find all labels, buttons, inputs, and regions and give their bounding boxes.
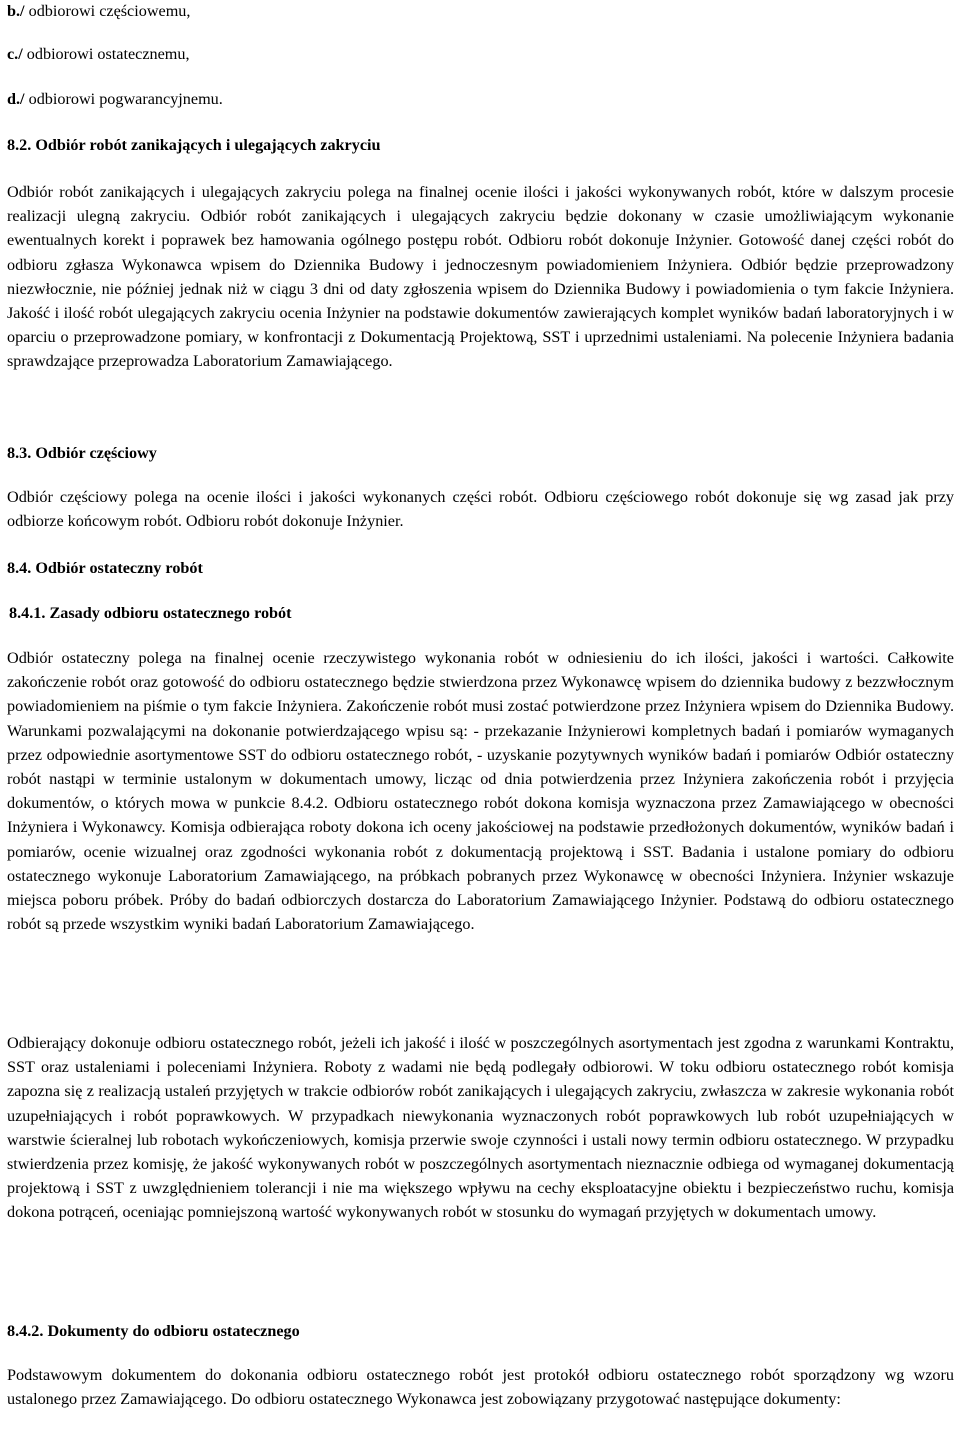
section-body-8-4-1-paragraph-1: Odbiór ostateczny polega na finalnej ocenie rzeczywistego wykonania robót w odniesieniu do ich ilości, jakości i wartości. Całkowite zakończenie robót oraz gotowość do odbioru ostatecznego będzie stwierdzona przez Wykonawcę wpisem do dziennika budowy z bezzwłocznym powiadomieniem na piśmie o tym fakcie Inżyniera. Zakończenie robót musi zostać potwierdzone przez Inżyniera wpisem do Dziennika Budowy. Warunkami pozwalającymi na dokonanie potwierdzającego wpisu są: - przekazanie Inżynierowi kompletnych badań i pomiarów wymaganych przez odpowiednie asortymentowe SST do odbioru ostatecznego robót, - uzyskanie pozytywnych wyników badań i pomiarów Odbiór ostateczny robót nastąpi w terminie ustalonym w dokumentach umowy, licząc od dnia potwierdzenia przez Inżyniera zakończenia robót i przyjęcia dokumentów, o których mowa w punkcie 8.4.2. Odbioru ostatecznego robót dokona komisja wyznaczona przez Zamawiającego w obecności Inżyniera i Wykonawcy. Komisja odbierająca roboty dokona ich oceny jakościowej na podstawie przedłożonych dokumentów, wyników badań i pomiarów, ocenie wizualnej oraz zgodności wykonania robót z dokumentacją projektową i SST. Badania i ustalone pomiary do odbioru ostatecznego wykonuje Laboratorium Zamawiającego, na próbkach pobranych przez Wykonawcę w obecności Inżyniera. Inżynier wskazuje miejsca poboru próbek. Próby do badań odbiorczych dostarcza do Laboratorium Zamawiającego Inżynier. Podstawą do odbioru ostatecznego robót są przede wszystkim wyniki badań Laboratorium Zamawiającego.	[7, 649, 954, 934]
list-item-text: odbiorowi częściowemu,	[24, 2, 191, 20]
list-item-d	[7, 87, 223, 111]
list-marker: b./	[7, 2, 25, 20]
section-body-8-2: Odbiór robót zanikających i ulegających zakryciu polega na finalnej ocenie ilości i jakości wykonywanych robót, które w dalszym procesie realizacji ulegną zakryciu. Odbiór robót zanikających i ulegających zakryciu będzie dokonany w czasie umożliwiającym wykonanie ewentualnych korekt i poprawek bez hamowania ogólnego postępu robót. Odbioru robót dokonuje Inżynier. Gotowość danej części robót do odbioru zgłasza Wykonawca wpisem do Dziennika Budowy i jednoczesnym powiadomieniem Inżyniera. Odbiór będzie przeprowadzony niezwłocznie, nie później jednak niż w ciągu 3 dni od daty zgłoszenia wpisem do Dziennika Budowy i powiadomienia o tym fakcie Inżyniera. Jakość i ilość robót ulegających zakryciu ocenia Inżynier na podstawie dokumentów zawierających komplet wyników badań laboratoryjnych i w oparciu o przeprowadzone pomiary, w konfrontacji z Dokumentacją Projektową, SST i uprzednimi ustaleniami. Na polecenie Inżyniera badania sprawdzające przeprowadza Laboratorium Zamawiającego.	[7, 183, 954, 371]
section-body-8-4-2: Podstawowym dokumentem do dokonania odbioru ostatecznego robót jest protokół odbioru ostatecznego robót sporządzony wg wzoru ustalonego przez Zamawiającego. Do odbioru ostatecznego Wykonawca jest zobowiązany przygotować następujące dokumenty:	[7, 1366, 954, 1409]
section-heading-8-2: 8.2. Odbiór robót zanikających i ulegających zakryciu	[7, 136, 381, 154]
section-heading-8-3: 8.3. Odbiór częściowy	[7, 444, 157, 462]
section-body-8-3: Odbiór częściowy polega na ocenie ilości i jakości wykonanych części robót. Odbioru częściowego robót dokonuje się wg zasad jak przy odbiorze końcowym robót. Odbioru robót dokonuje Inżynier.	[7, 488, 954, 531]
section-heading-8-4-1: 8.4.1. Zasady odbioru ostatecznego robót	[9, 604, 292, 622]
section-heading-8-4: 8.4. Odbiór ostateczny robót	[7, 559, 203, 577]
list-item-text: odbiorowi pogwarancyjnemu.	[24, 90, 223, 108]
list-item-c	[7, 42, 190, 66]
list-item-text: odbiorowi ostatecznemu,	[22, 45, 190, 63]
list-item-b	[7, 0, 190, 23]
list-marker: c./	[7, 45, 23, 63]
list-marker: d./	[7, 90, 25, 108]
section-heading-8-4-2: 8.4.2. Dokumenty do odbioru ostatecznego	[7, 1322, 300, 1340]
section-body-8-4-1-paragraph-2: Odbierający dokonuje odbioru ostatecznego robót, jeżeli ich jakość i ilość w poszczególnych asortymentach jest zgodna z warunkami Kontraktu, SST oraz ustaleniami i poleceniami Inżyniera. Roboty z wadami nie będą podlegały odbiorowi. W toku odbioru ostatecznego robót komisja zapozna się z realizacją ustaleń przyjętych w trakcie odbiorów robót zanikających i ulegających zakryciu, zwłaszcza w zakresie wykonania robót uzupełniających i robót poprawkowych. W przypadkach niewykonania wyznaczonych robót poprawkowych lub robót uzupełniających w warstwie ścieralnej lub robotach wykończeniowych, komisja przerwie swoje czynności i ustali nowy termin odbioru ostatecznego. W przypadku stwierdzenia przez komisję, że jakość wykonywanych robót w poszczególnych asortymentach nieznacznie odbiega od wymaganej dokumentacją projektową i SST z uwzględnieniem tolerancji i nie ma większego wpływu na cechy eksploatacyjne obiektu i bezpieczeństwo ruchu, komisja dokona potrąceń, oceniając pomniejszoną wartość wykonywanych robót w stosunku do wymagań przyjętych w dokumentach umowy.	[7, 1034, 954, 1222]
